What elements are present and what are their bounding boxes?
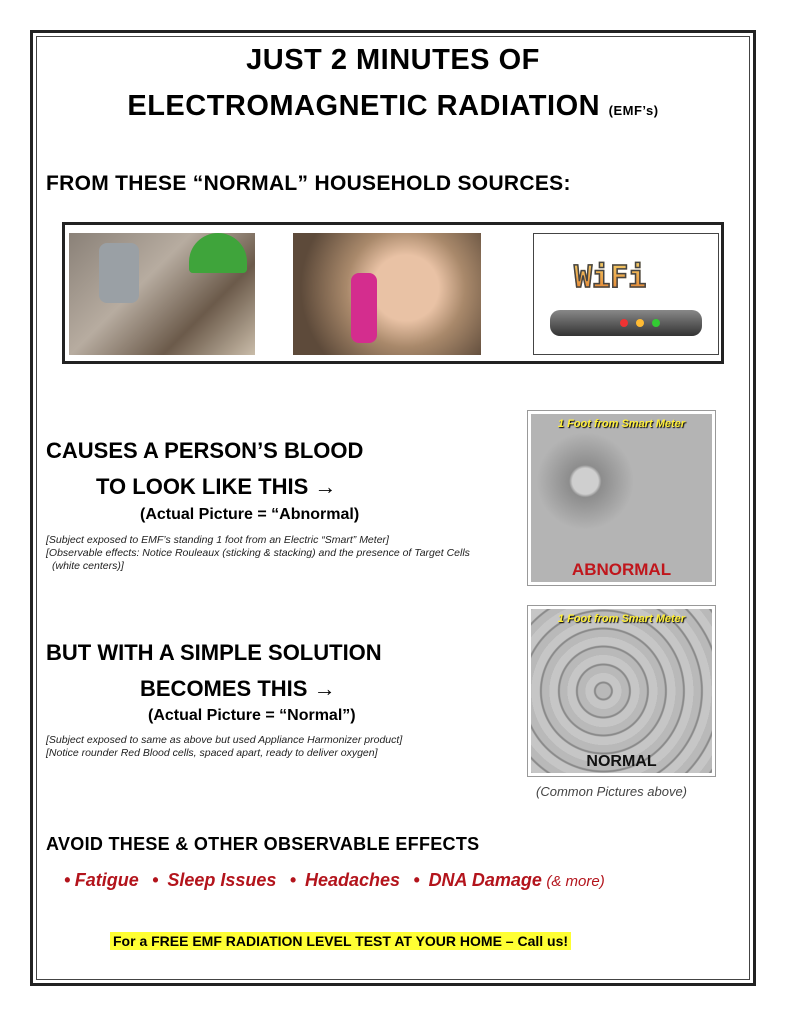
note: (white centers)] xyxy=(52,560,124,572)
abnormal-cells xyxy=(531,414,712,582)
title-line-2 xyxy=(36,90,750,123)
call-to-action: For a FREE EMF RADIATION LEVEL TEST AT YOUR HOME – Call us! xyxy=(110,932,571,950)
section1-line1: CAUSES A PERSON’S BLOOD xyxy=(46,438,364,463)
normal-image-top: 1 Foot from Smart Meter xyxy=(557,613,686,625)
pink-phone-shape xyxy=(351,273,377,343)
title-suffix: (EMF’s) xyxy=(608,103,659,118)
note: [Subject exposed to EMF’s standing 1 foot from an Electric “Smart” Meter] xyxy=(46,534,389,546)
bullet: • xyxy=(152,870,159,890)
meter-shape xyxy=(99,243,139,303)
abnormal-blood-image xyxy=(527,410,716,586)
section2-line2: BECOMES THIS → xyxy=(140,676,336,701)
note: [Subject exposed to same as above but used Appliance Harmonizer product] xyxy=(46,734,403,746)
wifi-router-image xyxy=(533,233,719,355)
effect-dna-damage: DNA Damage xyxy=(428,870,542,890)
section1-line2: TO LOOK LIKE THIS → xyxy=(96,474,337,499)
normal-label: NORMAL xyxy=(586,753,657,770)
common-pictures-note: (Common Pictures above) xyxy=(536,784,687,799)
section2-notes xyxy=(46,734,402,760)
smart-meter-photo xyxy=(69,233,255,355)
normal-cells xyxy=(531,609,712,773)
sources-photo-strip xyxy=(62,222,724,364)
bullet: • xyxy=(413,870,420,890)
effects-heading: AVOID THESE & OTHER OBSERVABLE EFFECTS xyxy=(46,834,480,854)
effects-more: (& more) xyxy=(546,873,605,890)
effect-sleep-issues: Sleep Issues xyxy=(167,870,277,890)
bullet: • xyxy=(289,870,297,890)
section2-line1: BUT WITH A SIMPLE SOLUTION xyxy=(46,640,382,665)
effects-list xyxy=(64,870,605,891)
router-body xyxy=(550,310,702,336)
note: [Observable effects: Notice Rouleaux (sticking & stacking) and the presence of Target Cells xyxy=(46,547,470,559)
note: [Notice rounder Red Blood cells, spaced apart, ready to deliver oxygen] xyxy=(46,747,378,759)
subtitle: FROM THESE “NORMAL” HOUSEHOLD SOURCES: xyxy=(46,172,571,195)
child-phone-photo xyxy=(293,233,481,355)
bullet: • xyxy=(64,870,71,890)
wifi-logo: WiFi xyxy=(574,260,647,295)
normal-blood-image xyxy=(527,605,716,777)
hard-hat-shape xyxy=(189,233,247,273)
section1-notes xyxy=(46,534,470,573)
effect-fatigue: Fatigue xyxy=(74,870,139,890)
abnormal-image-top: 1 Foot from Smart Meter xyxy=(557,418,686,430)
title-line-1: JUST 2 MINUTES OF xyxy=(246,44,540,76)
effect-headaches: Headaches xyxy=(304,870,401,890)
section1-caption: (Actual Picture = “Abnormal) xyxy=(140,506,360,523)
section2-caption: (Actual Picture = “Normal”) xyxy=(148,707,356,724)
title-main: ELECTROMAGNETIC RADIATION xyxy=(127,90,601,122)
abnormal-label: ABNORMAL xyxy=(571,560,672,579)
